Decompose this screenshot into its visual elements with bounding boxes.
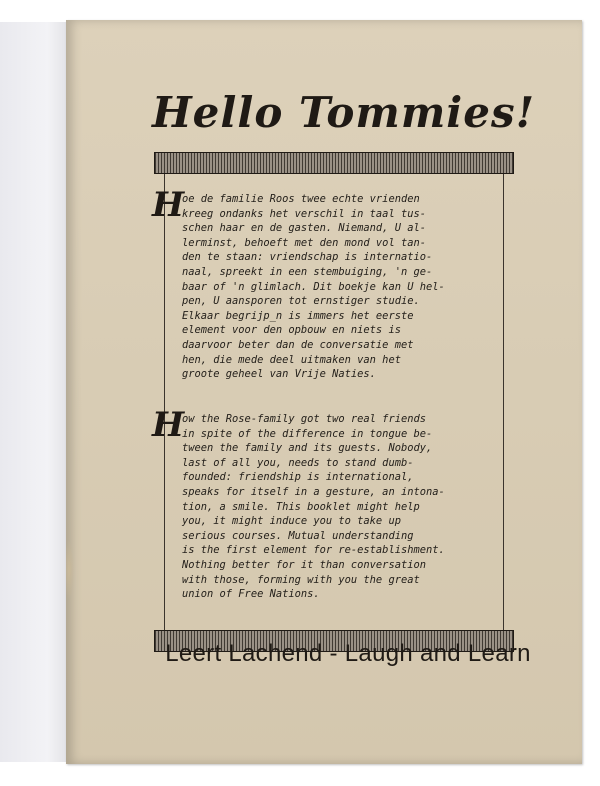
english-line: last of all you, needs to stand dumb- bbox=[182, 456, 414, 469]
dutch-line: den te staan: vriendschap is internatio- bbox=[182, 251, 433, 264]
dutch-line: groote geheel van Vrije Naties. bbox=[182, 368, 376, 381]
page-headline: Hello Tommies! bbox=[152, 88, 536, 137]
dutch-drop-cap: H bbox=[152, 185, 185, 225]
english-drop-cap: H bbox=[152, 405, 185, 445]
dutch-line: lerminst, behoeft met den mond vol tan- bbox=[182, 236, 426, 249]
english-line: is the first element for re-establishment. bbox=[182, 544, 445, 557]
english-line: with those, forming with you the great bbox=[182, 573, 420, 586]
dutch-line: element voor den opbouw en niets is bbox=[182, 324, 401, 337]
english-line: you, it might induce you to take up bbox=[182, 515, 401, 528]
english-line: serious courses. Mutual understanding bbox=[182, 529, 414, 542]
paper-stain bbox=[66, 540, 74, 600]
frame-top-bar bbox=[154, 152, 514, 174]
dutch-line: pen, U aansporen tot ernstiger studie. bbox=[182, 295, 420, 308]
dutch-paragraph bbox=[152, 185, 520, 382]
dutch-line: hen, die mede deel uitmaken van het bbox=[182, 353, 401, 366]
english-line: union of Free Nations. bbox=[182, 588, 320, 601]
dutch-line: Elkaar begrijp_n is immers het eerste bbox=[182, 309, 414, 322]
english-paragraph bbox=[152, 405, 520, 602]
booklet-page bbox=[66, 20, 582, 764]
english-line: Nothing better for it than conversation bbox=[182, 558, 426, 571]
english-line: speaks for itself in a gesture, an intona- bbox=[182, 485, 445, 498]
dutch-line: oe de familie Roos twee echte vrienden bbox=[182, 193, 420, 205]
previous-page-edge bbox=[0, 22, 69, 762]
dutch-line: baar of 'n glimlach. Dit boekje kan U hel- bbox=[182, 280, 445, 293]
page-tagline: Leert Lachend - Laugh and Learn bbox=[165, 640, 531, 667]
english-line: ow the Rose-family got two real friends bbox=[182, 413, 426, 425]
dutch-line: daarvoor beter dan de conversatie met bbox=[182, 338, 414, 351]
dutch-line: schen haar en de gasten. Niemand, U al- bbox=[182, 222, 426, 235]
english-line: tween the family and its guests. Nobody, bbox=[182, 442, 433, 455]
english-line: tion, a smile. This booklet might help bbox=[182, 500, 420, 513]
english-line: founded: friendship is international, bbox=[182, 471, 414, 484]
english-line: in spite of the difference in tongue be- bbox=[182, 427, 433, 440]
dutch-line: naal, spreekt in een stembuiging, 'n ge- bbox=[182, 265, 433, 278]
dutch-line: kreeg ondanks het verschil in taal tus- bbox=[182, 207, 426, 220]
